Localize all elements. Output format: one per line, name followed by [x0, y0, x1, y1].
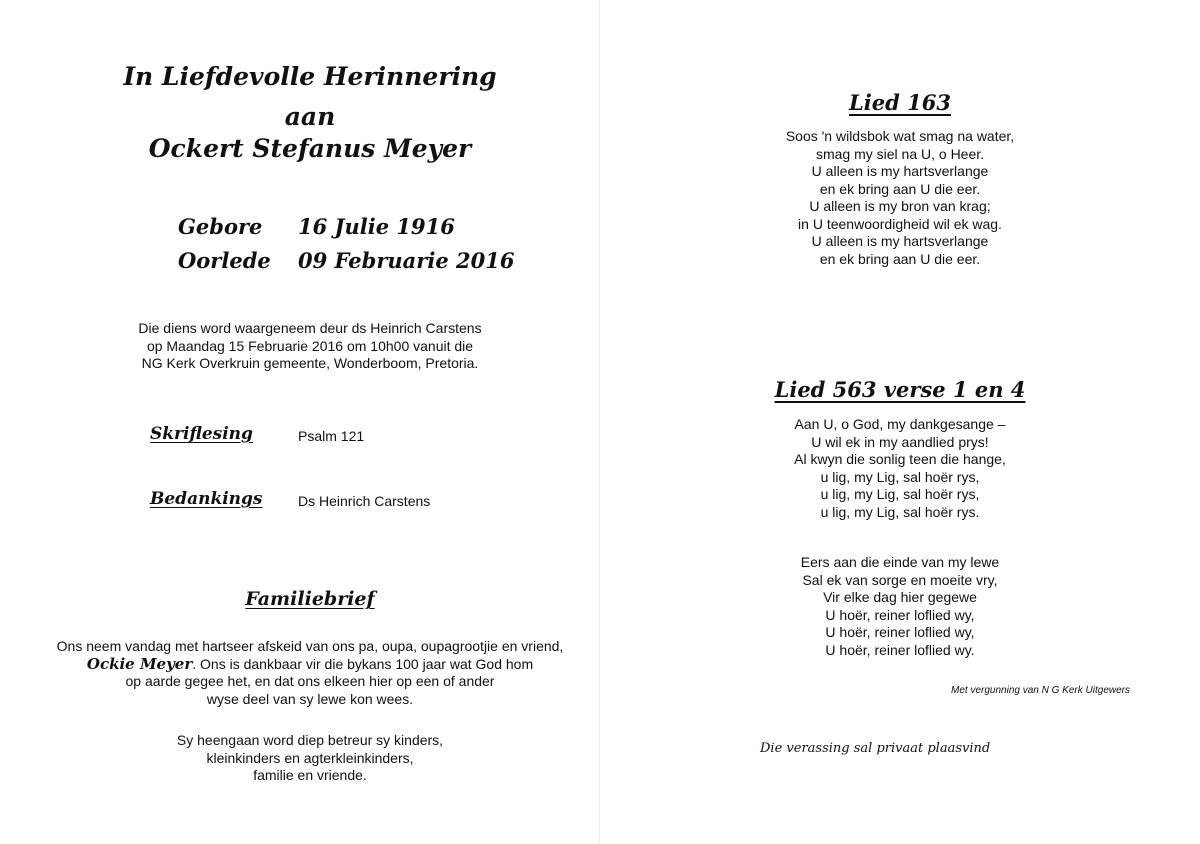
lyric-line: u lig, my Lig, sal hoër rys.	[820, 503, 980, 520]
lyric-line: en ek bring aan U die eer.	[819, 250, 981, 267]
song2-verse1	[750, 416, 1050, 521]
lyric-line: smag my siel na U, o Heer.	[815, 145, 985, 162]
right-page	[600, 0, 1200, 844]
letter-line: familie en vriende.	[253, 767, 367, 783]
song1-lyrics	[750, 128, 1050, 268]
letter-line: Ockie Meyer. Ons is dankbaar vir die bykans 100 jaar wat God hom	[86, 654, 534, 673]
lyric-line: u lig, my Lig, sal hoër rys,	[820, 486, 980, 502]
deceased-name: Ockert Stefanus Meyer	[148, 134, 472, 163]
born-label: Gebore	[178, 214, 263, 239]
lyric-line: U alleen is my hartsverlange	[811, 163, 989, 179]
lyric-line: U alleen is my hartsverlange	[811, 233, 989, 249]
lyric-line: U hoër, reiner loflied wy,	[825, 606, 975, 623]
lyric-line: Sal ek van sorge en moeite vry,	[802, 571, 998, 588]
song2-verse2	[750, 554, 1050, 659]
lyric-line: U alleen is my bron van krag;	[809, 198, 991, 214]
died-date: 09 Februarie 2016	[298, 248, 515, 273]
letter-line: Sy heengaan word diep betreur sy kinders,	[176, 732, 444, 748]
letter-line: kleinkinders en agterkleinkinders,	[206, 749, 414, 766]
thanks-label: Bedankings	[150, 489, 263, 509]
lyric-line: Soos 'n wildsbok wat smag na water,	[785, 128, 1015, 144]
scripture-value: Psalm 121	[298, 428, 365, 444]
memorial-title: In Liefdevolle Herinnering	[123, 62, 497, 91]
service-details	[60, 320, 560, 373]
lyric-line: u lig, my Lig, sal hoër rys,	[820, 468, 980, 485]
permission-note: Met vergunning van N G Kerk Uitgewers	[951, 685, 1130, 696]
service-line: op Maandag 15 Februarie 2016 om 10h00 vanuit die	[146, 337, 474, 354]
lyric-line: in U teenwoordigheid wil ek wag.	[798, 215, 1002, 232]
lyric-line: en ek bring aan U die eer.	[819, 180, 981, 197]
service-line: Die diens word waargeneem deur ds Heinrich Carstens	[138, 320, 482, 336]
born-date: 16 Julie 1916	[298, 214, 455, 239]
song2-heading: Lied 563 verse 1 en 4	[774, 377, 1026, 402]
thanks-value: Ds Heinrich Carstens	[298, 493, 431, 509]
family-letter-body	[40, 638, 580, 708]
letter-line: wyse deel van sy lewe kon wees.	[206, 690, 414, 707]
lyric-line: Eers aan die einde van my lewe	[800, 554, 1000, 570]
family-letter-closing	[40, 732, 580, 785]
lyric-line: U hoër, reiner loflied wy,	[825, 624, 975, 640]
family-letter-heading: Familiebrief	[245, 588, 375, 610]
lyric-line: Vir elke dag hier gegewe	[823, 589, 977, 605]
memorial-aan: aan	[284, 102, 336, 131]
died-label: Oorlede	[178, 248, 271, 273]
closing-note: Die verassing sal privaat plaasvind	[760, 741, 991, 756]
nickname: Ockie Meyer	[86, 654, 193, 673]
song1-heading: Lied 163	[849, 90, 951, 115]
lyric-line: U hoër, reiner loflied wy.	[825, 641, 975, 658]
letter-line: op aarde gegee het, en dat ons elkeen hier op een of ander	[125, 673, 495, 689]
service-line: NG Kerk Overkruin gemeente, Wonderboom, Pretoria.	[141, 355, 479, 371]
scripture-label: Skriflesing	[150, 424, 253, 444]
lyric-line: Al kwyn die sonlig teen die hange,	[794, 451, 1006, 467]
lyric-line: Aan U, o God, my dankgesange –	[794, 416, 1006, 432]
lyric-line: U wil ek in my aandlied prys!	[811, 433, 989, 450]
letter-line: Ons neem vandag met hartseer afskeid van ons pa, oupa, oupagrootjie en vriend,	[56, 638, 564, 654]
